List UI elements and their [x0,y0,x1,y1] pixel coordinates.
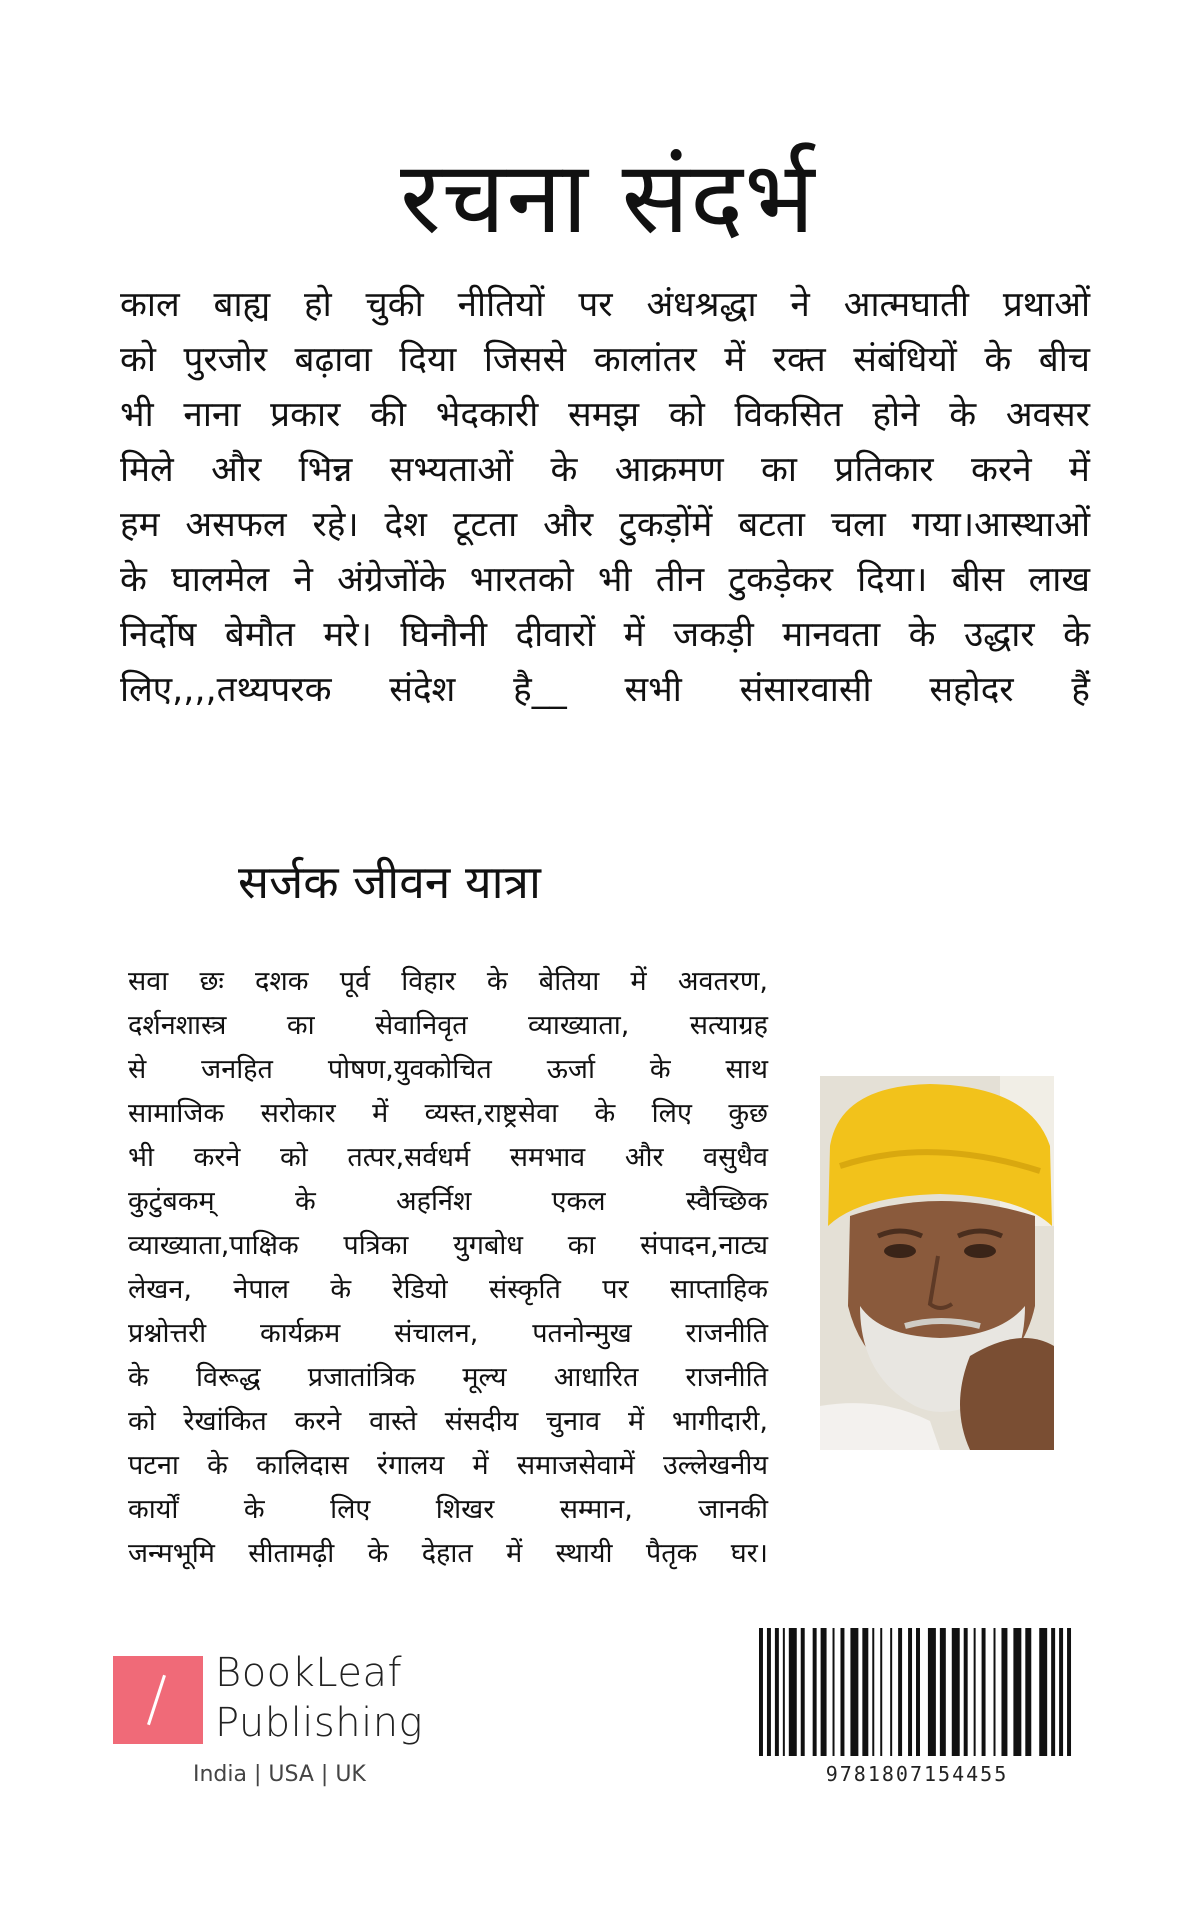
barcode-bar [783,1628,785,1756]
publisher-name-line1: BookLeaf [215,1650,403,1696]
barcode-bar [994,1628,996,1756]
barcode-bar [964,1628,968,1756]
barcode-bar [890,1628,892,1756]
bio-line: पटना के कालिदास रंगालय में समाजसेवामें उल्लेखनीय [128,1450,768,1481]
barcode-bar [1025,1628,1031,1756]
barcode-bar [1039,1628,1047,1756]
bio-line: प्रश्नोत्तरी कार्यक्रम संचालन, पतनोन्मुख राजनीति [128,1318,768,1349]
about-line: काल बाह्य हो चुकी नीतियों पर अंधश्रद्धा ने आत्मघाती प्रथाओं [120,285,1090,325]
publisher-name-line2: Publishing [215,1700,424,1746]
publisher-regions: India | USA | UK [193,1762,366,1787]
book-title: रचना संदर्भ [400,139,816,256]
about-line: को पुरजोर बढ़ावा दिया जिससे कालांतर में रक्त संबंधियों के बीच [120,340,1090,380]
bio-line: कुटुंबकम् के अहर्निश एकल स्वैच्छिक [128,1186,768,1217]
barcode-bar [916,1628,920,1756]
about-line: के घालमेल ने अंग्रेजोंके भारतको भी तीन टुकड़ेकर दिया। बीस लाख [120,560,1090,600]
barcode-bar [952,1628,960,1756]
bio-line: भी करने को तत्पर,सर्वधर्म समभाव और वसुधैव [128,1142,768,1173]
barcode-bar [872,1628,874,1756]
barcode-bar [940,1628,946,1756]
barcode-bar [982,1628,986,1756]
barcode-bar [1059,1628,1063,1756]
about-line: मिले और भिन्न सभ्यताओं के आक्रमण का प्रतिकार करने में [120,450,1090,490]
isbn-barcode [757,1628,1077,1756]
bio-line: लेखन, नेपाल के रेडियो संस्कृति पर साप्ताहिक [128,1274,768,1305]
barcode-bar [1013,1628,1021,1756]
barcode-bar [833,1628,835,1756]
barcode-bar [813,1628,817,1756]
about-line: निर्दोष बेमौत मरे। घिनौनी दीवारों में जकड़ी मानवता के उद्धार के [120,615,1090,655]
bio-line: को रेखांकित करने वास्ते संसदीय चुनाव में भागीदारी, [128,1406,768,1437]
slash-icon [147,1675,166,1725]
about-line: हम असफल रहे। देश टूटता और टुकड़ोंमें बटता चला गया।आस्थाओं [120,505,1090,545]
barcode-bar [908,1628,912,1756]
barcode-bar [1067,1628,1071,1756]
barcode-bar [850,1628,858,1756]
barcode-bar [759,1628,763,1756]
bio-line: से जनहित पोषण,युवकोचित ऊर्जा के साथ [128,1054,768,1085]
bio-line: सामाजिक सरोकार में व्यस्त,राष्ट्रसेवा के लिए कुछ [128,1098,768,1129]
author-section-heading: सर्जक जीवन यात्रा [238,855,541,909]
publisher-name [215,1648,423,1748]
about-section [120,278,1090,718]
publisher-logo [113,1650,453,1787]
bio-line: सवा छः दशक पूर्व विहार के बेतिया में अवतरण, [128,966,768,997]
barcode-bar [775,1628,779,1756]
barcode-bar [1051,1628,1055,1756]
author-photo [820,1076,1054,1450]
publisher-mark-icon [113,1656,203,1744]
bio-line: जन्मभूमि सीतामढ़ी के देहात में स्थायी पैतृक घर। [128,1538,768,1569]
barcode-bar [821,1628,827,1756]
barcode-bar [862,1628,868,1756]
barcode-bar [1001,1628,1007,1756]
bio-line: दर्शनशास्त्र का सेवानिवृत व्याख्याता, सत्याग्रह [128,1010,768,1041]
barcode-bar [928,1628,936,1756]
barcode-bar [767,1628,771,1756]
barcode-bar [974,1628,976,1756]
about-line: भी नाना प्रकार की भेदकारी समझ को विकसित होने के अवसर [120,395,1090,435]
bio-line: कार्यों के लिए शिखर सम्मान, जानकी [128,1494,768,1525]
barcode-bar [801,1628,805,1756]
barcode-bar [840,1628,844,1756]
bio-line: के विरूद्ध प्रजातांत्रिक मूल्य आधारित राजनीति [128,1362,768,1393]
barcode-bar [789,1628,797,1756]
isbn-number: 9781807154455 [825,1762,1009,1786]
about-line: लिए,,,,तथ्यपरक संदेश है__ सभी संसारवासी सहोदर हैं [120,670,1090,710]
barcode-bar [898,1628,902,1756]
bio-line: व्याख्याता,पाक्षिक पत्रिका युगबोध का संपादन,नाट्य [128,1230,768,1261]
author-bio [128,960,768,1576]
barcode-bar [880,1628,882,1756]
